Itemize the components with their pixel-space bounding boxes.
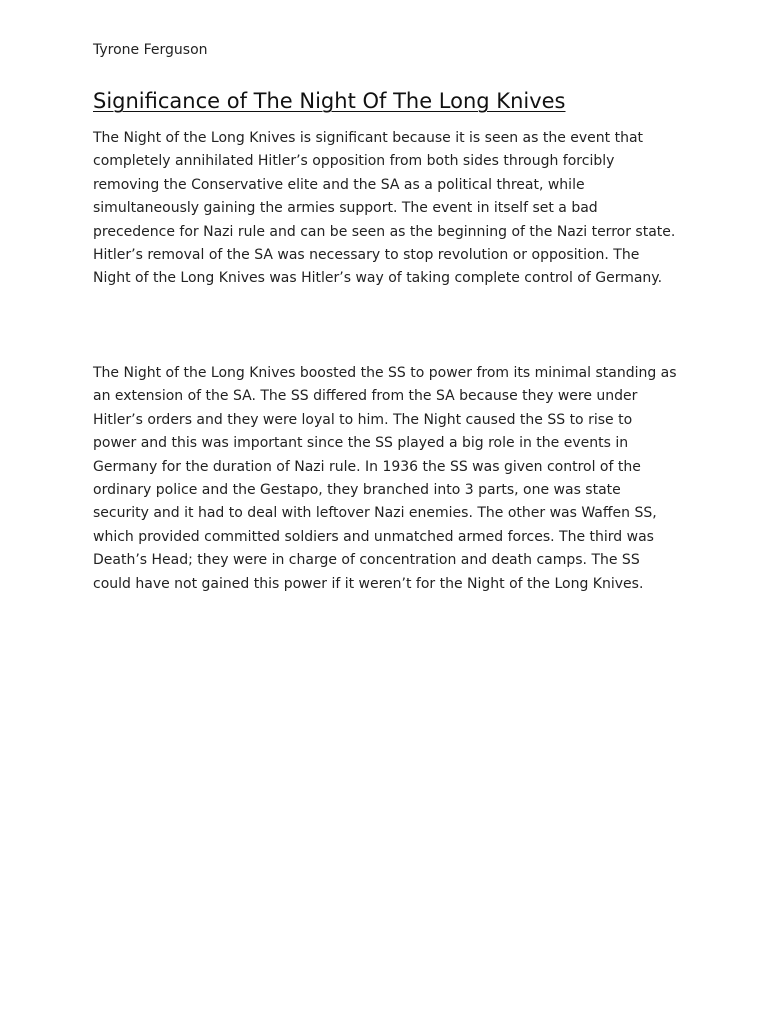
document-title: Significance of The Night Of The Long Knives xyxy=(93,89,566,113)
author-name: Tyrone Ferguson xyxy=(93,42,208,58)
paragraph-1: The Night of the Long Knives is significant because it is seen as the event that completely annihilated Hitler’s opposition from both sides through forcibly removing the Conservative elite and the SA as a political threat, while simultaneously gaining the armies support. The event in itself set a bad precedence for Nazi rule and can be seen as the beginning of the Nazi terror state. Hitler’s removal of the SA was necessary to stop revolution or opposition. The Night of the Long Knives was Hitler’s way of taking complete control of Germany. xyxy=(93,130,676,287)
paragraph-2: The Night of the Long Knives boosted the SS to power from its minimal standing as an extension of the SA. The SS differed from the SA because they were under Hitler’s orders and they were loyal to him. The Night caused the SS to rise to power and this was important since the SS played a big role in the events in Germany for the duration of Nazi rule. In 1936 the SS was given control of the ordinary police and the Gestapo, they branched into 3 parts, one was state security and it had to deal with leftover Nazi enemies. The other was Waffen SS, which provided committed soldiers and unmatched armed forces. The third was Death’s Head; they were in charge of concentration and death camps. The SS could have not gained this power if it weren’t for the Night of the Long Knives. xyxy=(93,365,677,592)
